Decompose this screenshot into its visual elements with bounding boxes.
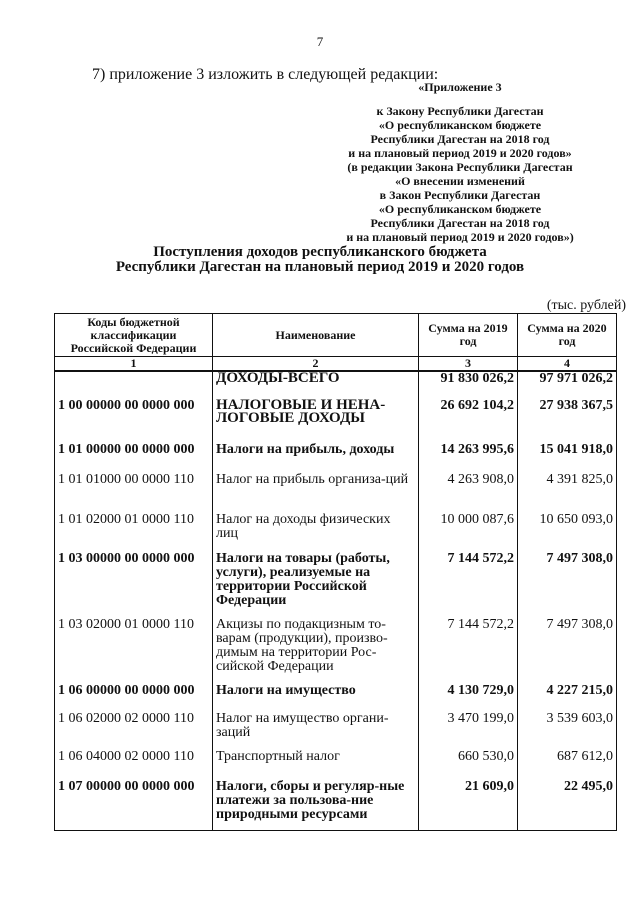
row-sum-2019: 7 144 572,2 (419, 618, 518, 684)
appendix-line: Республики Дагестан на 2018 год (370, 216, 550, 230)
table-row (55, 399, 617, 443)
row-code (55, 371, 213, 399)
row-code: 1 07 00000 00 0000 000 (55, 780, 213, 830)
row-code: 1 06 02000 02 0000 110 (55, 712, 213, 750)
row-name: Налоги, сборы и регуляр-ные платежи за пользова-ние природными ресурсами (213, 780, 419, 830)
row-name: ДОХОДЫ-ВСЕГО (213, 371, 419, 399)
column-number-row (55, 357, 617, 372)
appendix-block (310, 80, 610, 244)
row-sum-2020: 3 539 603,0 (518, 712, 617, 750)
table-row (55, 371, 617, 399)
row-sum-2020: 27 938 367,5 (518, 399, 617, 443)
row-sum-2019: 3 470 199,0 (419, 712, 518, 750)
row-code: 1 06 00000 00 0000 000 (55, 684, 213, 712)
table-title (40, 245, 600, 275)
row-sum-2020: 22 495,0 (518, 780, 617, 830)
row-sum-2019: 91 830 026,2 (419, 371, 518, 399)
table-title-line-2: Республики Дагестан на плановый период 2019 и 2020 годов (115, 259, 525, 275)
table-row (55, 780, 617, 830)
page-number: 7 (316, 34, 324, 49)
row-code: 1 01 00000 00 0000 000 (55, 443, 213, 473)
appendix-line: Республики Дагестан на 2018 год (370, 132, 550, 146)
table-header-row (55, 314, 617, 357)
appendix-line: «О республиканском бюджете (378, 118, 542, 132)
row-sum-2019: 4 263 908,0 (419, 473, 518, 513)
row-name: Налог на доходы физических лиц (213, 513, 419, 552)
table-row (55, 750, 617, 780)
table-row (55, 618, 617, 684)
appendix-line: и на плановый период 2019 и 2020 годов» (348, 146, 572, 160)
column-number: 2 (213, 357, 419, 372)
units-label: (тыс. рублей) (546, 298, 626, 313)
row-name: Налог на имущество органи-заций (213, 712, 419, 750)
row-sum-2020: 7 497 308,0 (518, 552, 617, 618)
revenue-table (54, 313, 617, 831)
table-row (55, 684, 617, 712)
row-sum-2020: 4 391 825,0 (518, 473, 617, 513)
row-sum-2020: 10 650 093,0 (518, 513, 617, 552)
row-sum-2019: 10 000 087,6 (419, 513, 518, 552)
intro-text: 7) приложение 3 изложить в следующей редакции: (92, 66, 439, 83)
table-title-line-1: Поступления доходов республиканского бюджета (153, 244, 487, 260)
header-name: Наименование (213, 314, 419, 357)
table-row (55, 712, 617, 750)
row-sum-2020: 97 971 026,2 (518, 371, 617, 399)
row-sum-2019: 21 609,0 (419, 780, 518, 830)
row-name: Налоги на имущество (213, 684, 419, 712)
column-number: 1 (55, 357, 213, 372)
table-row (55, 513, 617, 552)
appendix-line: и на плановый период 2019 и 2020 годов») (346, 230, 574, 244)
row-sum-2019: 26 692 104,2 (419, 399, 518, 443)
row-name: Транспортный налог (213, 750, 419, 780)
row-sum-2020: 4 227 215,0 (518, 684, 617, 712)
row-name: Налог на прибыль организа-ций (213, 473, 419, 513)
row-code: 1 01 01000 00 0000 110 (55, 473, 213, 513)
header-sum-2019: Сумма на 2019 год (419, 314, 518, 357)
table-row (55, 443, 617, 473)
row-sum-2019: 4 130 729,0 (419, 684, 518, 712)
row-code: 1 03 02000 01 0000 110 (55, 618, 213, 684)
row-sum-2019: 7 144 572,2 (419, 552, 518, 618)
row-sum-2020: 15 041 918,0 (518, 443, 617, 473)
appendix-line: «О республиканском бюджете (378, 202, 542, 216)
row-sum-2019: 660 530,0 (419, 750, 518, 780)
table-row (55, 552, 617, 618)
table-row (55, 473, 617, 513)
row-name: Акцизы по подакцизным то-варам (продукции), произво-димым на территории Рос-сийской Федерации (213, 618, 419, 684)
row-code: 1 03 00000 00 0000 000 (55, 552, 213, 618)
row-sum-2019: 14 263 995,6 (419, 443, 518, 473)
row-code: 1 01 02000 01 0000 110 (55, 513, 213, 552)
row-name: НАЛОГОВЫЕ И НЕНА-ЛОГОВЫЕ ДОХОДЫ (213, 399, 419, 443)
row-sum-2020: 7 497 308,0 (518, 618, 617, 684)
column-number: 3 (419, 357, 518, 372)
row-code: 1 00 00000 00 0000 000 (55, 399, 213, 443)
header-sum-2020: Сумма на 2020 год (518, 314, 617, 357)
row-code: 1 06 04000 02 0000 110 (55, 750, 213, 780)
appendix-line: (в редакции Закона Республики Дагестан (347, 160, 573, 174)
row-sum-2020: 687 612,0 (518, 750, 617, 780)
column-number: 4 (518, 357, 617, 372)
appendix-line: в Закон Республики Дагестан (379, 188, 541, 202)
header-code: Коды бюджетной классификации Российской Федерации (55, 314, 213, 357)
row-name: Налоги на прибыль, доходы (213, 443, 419, 473)
appendix-line: «Приложение 3 (418, 80, 502, 94)
appendix-line: «О внесении изменений (395, 174, 525, 188)
appendix-line: к Закону Республики Дагестан (376, 104, 544, 118)
row-name: Налоги на товары (работы, услуги), реализуемые на территории Российской Федерации (213, 552, 419, 618)
